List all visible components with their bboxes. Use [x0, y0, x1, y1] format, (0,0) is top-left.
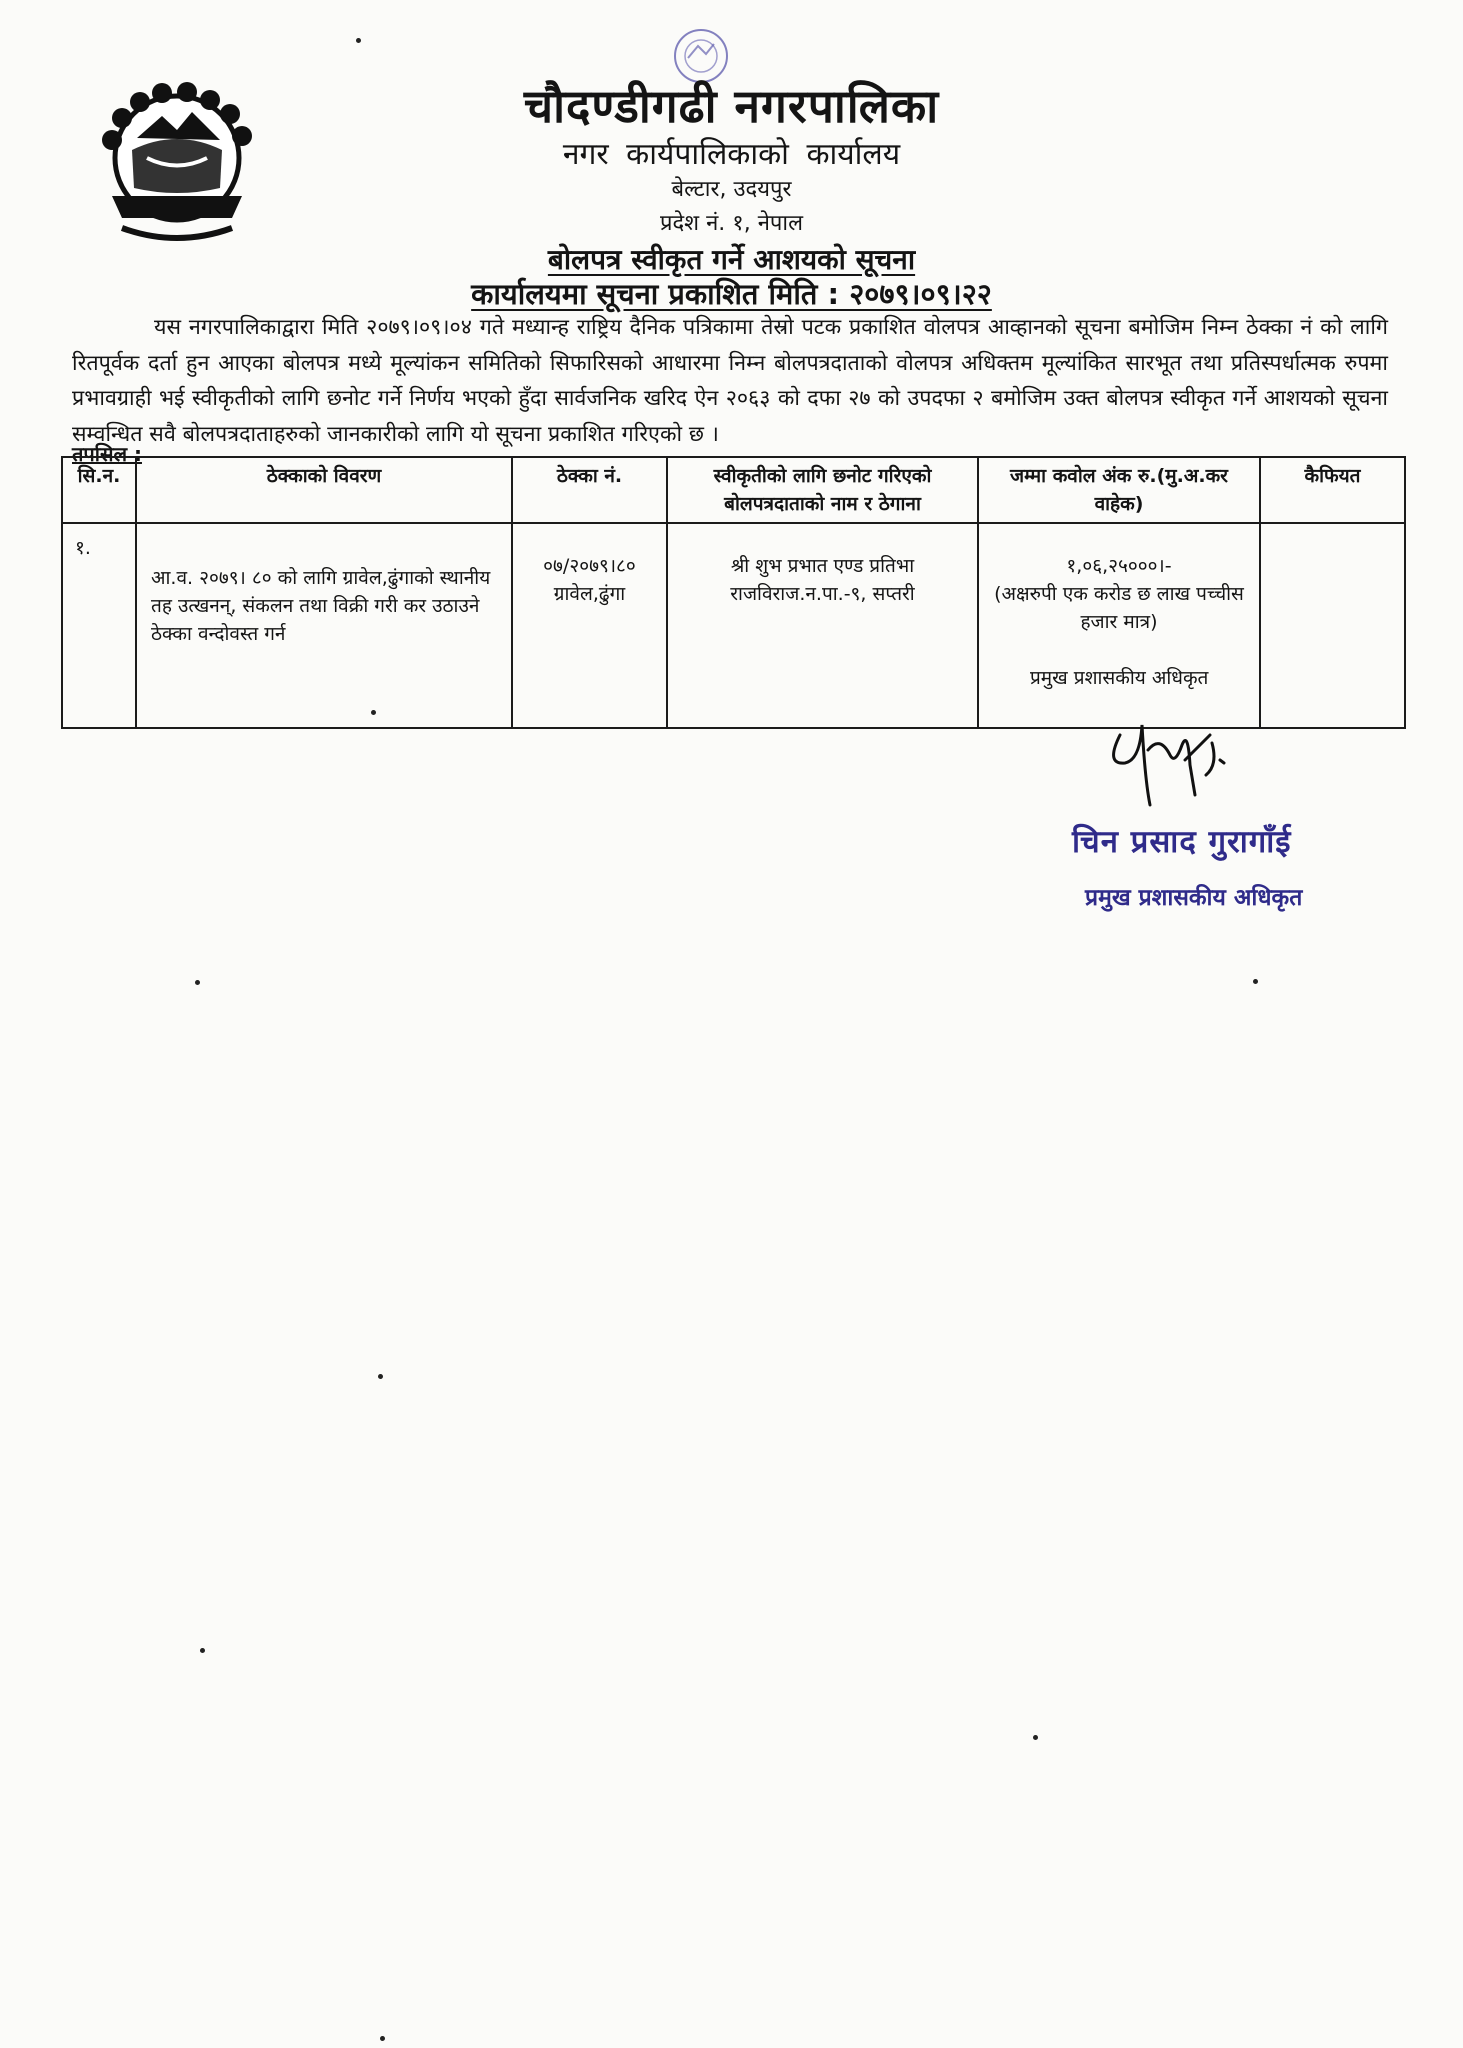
- table-header-row: [62, 457, 1405, 523]
- signatory-role-printed: प्रमुख प्रशासकीय अधिकृत: [1030, 667, 1209, 689]
- col-header-contract-no: ठेक्का नं.: [512, 457, 667, 523]
- municipality-name: चौदण्डीगढी नगरपालिका: [523, 79, 940, 133]
- province-line: प्रदेश नं. १, नेपाल: [659, 211, 804, 236]
- scan-speck: [200, 1648, 205, 1653]
- signatory-role-stamp: प्रमुख प्रशासकीय अधिकृत: [1085, 885, 1303, 911]
- col-header-remarks: कैफियत: [1260, 457, 1405, 523]
- cell-description: आ.व. २०७९। ८० को लागि ग्रावेल,ढुंगाको स्थानीय तह उत्खनन्, संकलन तथा विक्री गरी कर उठाउने ठेक्का वन्दोवस्त गर्न: [136, 523, 512, 728]
- notice-title: बोलपत्र स्वीकृत गर्ने आशयको सूचना: [547, 243, 916, 276]
- cell-bidder: [667, 523, 978, 728]
- scan-speck: [195, 980, 200, 985]
- col-header-amount: जम्मा कवोल अंक रु.(मु.अ.कर वाहेक): [978, 457, 1260, 523]
- table-row: [62, 523, 1405, 728]
- col-header-description: ठेक्काको विवरण: [136, 457, 512, 523]
- bidder-name: श्री शुभ प्रभात एण्ड प्रतिभा: [730, 555, 915, 577]
- schedule-label: तपसिल :: [72, 442, 142, 466]
- office-name: नगर कार्यपालिकाको कार्यालय: [562, 137, 901, 172]
- handwritten-signature-icon: [1100, 705, 1235, 815]
- signatory-name-stamp: चिन प्रसाद गुरागाँई: [1072, 824, 1292, 860]
- scan-speck: [380, 2036, 385, 2041]
- cell-sn: १.: [62, 523, 136, 728]
- published-date: कार्यालयमा सूचना प्रकाशित मिति : २०७९।०९।२२: [471, 277, 992, 311]
- col-header-sn: सि.न.: [62, 457, 136, 523]
- scan-speck: [1253, 979, 1258, 984]
- amount-figure: १,०६,२५०००।-: [1066, 555, 1172, 577]
- bidder-address: राजविराज.न.पा.-९, सप्तरी: [730, 583, 915, 605]
- cell-contract-no: [512, 523, 667, 728]
- contract-number: ०७/२०७९।८०: [543, 555, 636, 577]
- col-header-bidder: स्वीकृतीको लागि छनोट गरिएको बोलपत्रदाताको नाम र ठेगाना: [667, 457, 978, 523]
- contract-item: ग्रावेल,ढुंगा: [553, 583, 626, 605]
- scan-speck: [378, 1374, 383, 1379]
- notice-body: यस नगरपालिकाद्वारा मिति २०७९।०९।०४ गते मध्यान्ह राष्ट्रिय दैनिक पत्रिकामा तेस्रो पटक प्रकाशित वोलपत्र आव्हानको सूचना बमोजिम निम्न ठेक्का नं को लागि रितपूर्वक दर्ता हुन आएका बोलपत्र मध्ये मूल्यांकन समितिको सिफारिसको आधारमा निम्न बोलपत्रदाताको वोलपत्र अधिक्तम मूल्यांकित सारभूत तथा प्रतिस्पर्धात्मक रुपमा प्रभावग्राही भई स्वीकृतीको लागि छनोट गर्ने निर्णय भएको हुँदा सार्वजनिक खरिद ऐन २०६३ को दफा २७ को उपदफा २ बमोजिम उक्त बोलपत्र स्वीकृत गर्ने आशयको सूचना सम्वन्धित सवै बोलपत्रदाताहरुको जानकारीको लागि यो सूचना प्रकाशित गरिएको छ ।: [72, 315, 1388, 447]
- scan-speck: [1033, 1735, 1038, 1740]
- office-address: बेल्टार, उदयपुर: [671, 177, 792, 202]
- cell-remarks: [1260, 523, 1405, 728]
- cell-amount: [978, 523, 1260, 728]
- scan-speck: [371, 710, 376, 715]
- scan-speck: [356, 38, 361, 43]
- amount-words: (अक्षरुपी एक करोड छ लाख पच्चीस हजार मात्र): [994, 583, 1244, 633]
